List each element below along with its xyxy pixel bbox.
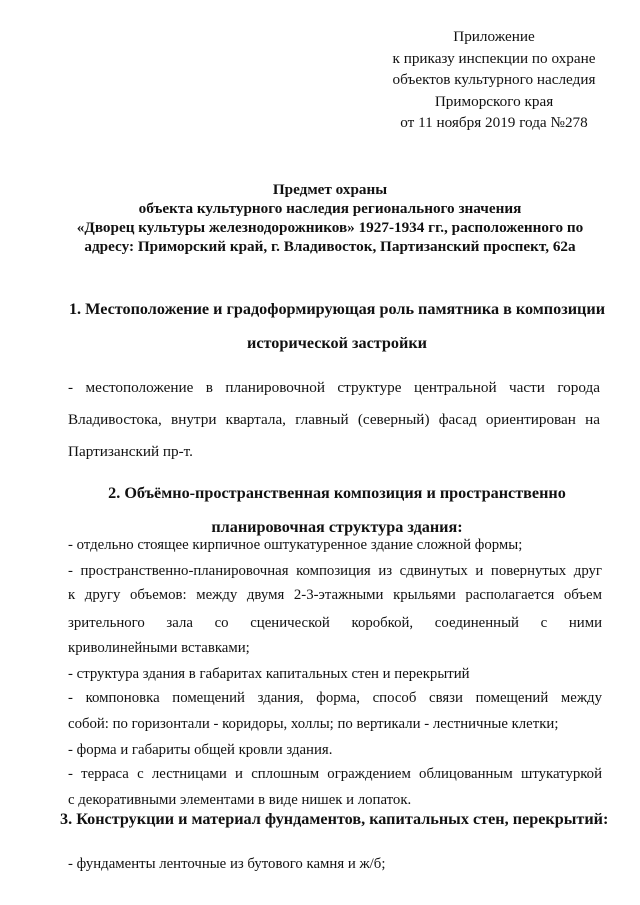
list-item: криволинейными вставками;: [68, 640, 250, 656]
heading-line: объекта культурного наследия регионального значения: [138, 200, 522, 217]
section-3-title: [60, 802, 609, 836]
section-title-line: планировочная структура здания:: [211, 518, 463, 536]
appendix-line: от 11 ноября 2019 года №278: [400, 114, 588, 131]
list-item: с декоративными элементами в виде нишек и лопаток.: [68, 792, 412, 808]
list-item: - структура здания в габаритах капитальных стен и перекрытий: [68, 666, 470, 682]
appendix-line: к приказу инспекции по охране: [392, 49, 596, 67]
appendix-line: Приморского края: [434, 92, 554, 110]
section-title-line: исторической застройки: [247, 334, 427, 352]
paragraph-line: Партизанский пр-т.: [68, 443, 193, 460]
section-1-title: [50, 292, 624, 360]
heading-line: «Дворец культуры железнодорожников» 1927-1934 гг., расположенного по: [76, 219, 584, 236]
list-item: - терраса с лестницами и сплошным ограждением облицованным штукатуркой: [68, 766, 602, 782]
list-item: - фундаменты ленточные из бутового камня и ж/б;: [68, 856, 386, 872]
heading-line: адресу: Приморский край, г. Владивосток, Партизанский проспект, 62а: [84, 238, 576, 255]
appendix-block: [360, 26, 628, 134]
list-item: - отдельно стоящее кирпичное оштукатуренное здание сложной формы;: [68, 537, 523, 553]
appendix-line: объектов культурного наследия: [392, 71, 596, 88]
list-item: к другу объемов: между двумя 2-3-этажными крыльями располагается объем: [68, 587, 602, 603]
list-item: - компоновка помещений здания, форма, способ связи помещений между: [68, 690, 602, 706]
section-2-title: [50, 476, 624, 544]
section-title-line: 1. Местоположение и градоформирующая роль памятника в композиции: [68, 300, 606, 318]
list-item: - пространственно-планировочная композиция из сдвинутых и повернутых друг: [68, 563, 602, 579]
paragraph-line: - местоположение в планировочной структуре центральной части города: [68, 379, 600, 396]
section-title-line: 3. Конструкции и материал фундаментов, капитальных стен, перекрытий:: [60, 810, 609, 828]
section-1-paragraph: [68, 372, 600, 468]
appendix-line: Приложение: [453, 28, 535, 45]
section-title-line: 2. Объёмно-пространственная композиция и пространственно: [108, 484, 566, 502]
paragraph-line: Владивостока, внутри квартала, главный (северный) фасад ориентирован на: [68, 411, 600, 428]
list-item: - форма и габариты общей кровли здания.: [68, 742, 333, 758]
heading-line: Предмет охраны: [272, 181, 388, 198]
list-item: зрительного зала со сценической коробкой, соединенный с ними: [68, 615, 602, 631]
document-heading: [50, 180, 610, 256]
list-item: собой: по горизонтали - коридоры, холлы; по вертикали - лестничные клетки;: [68, 716, 559, 732]
